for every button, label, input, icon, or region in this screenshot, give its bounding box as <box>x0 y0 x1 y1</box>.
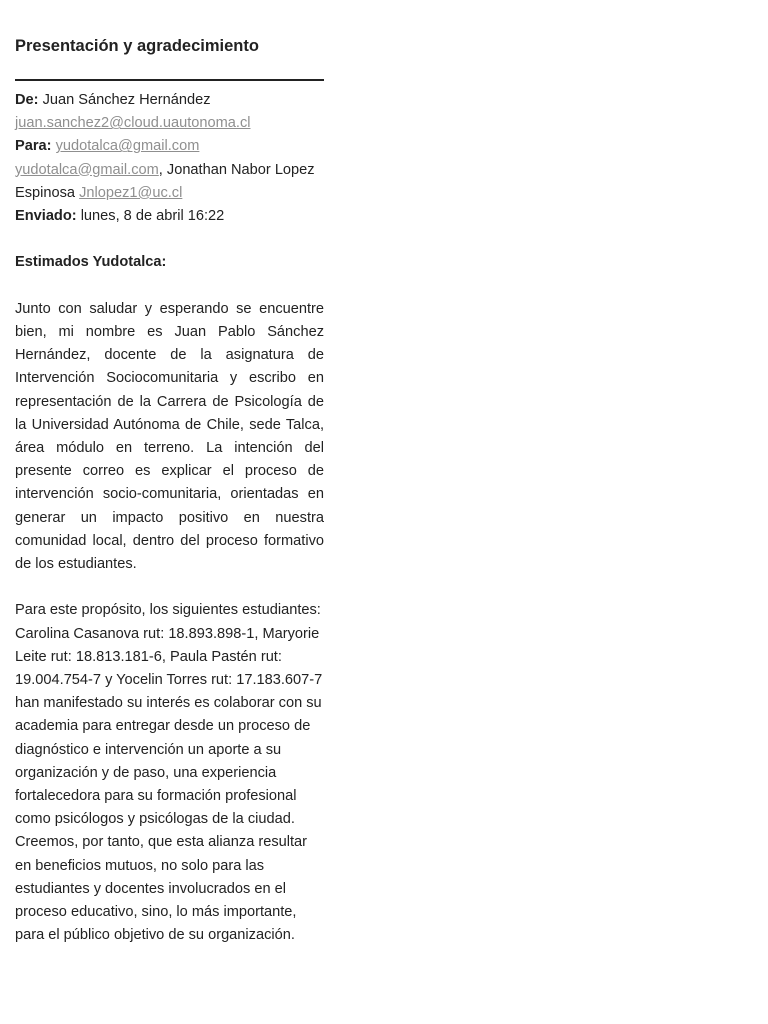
header-divider <box>15 79 324 81</box>
sent-line <box>15 205 324 228</box>
body-paragraph-2: Para este propósito, los siguientes estudiantes: Carolina Casanova rut: 18.893.898-1, Maryorie Leite rut: 18.813.181-6, Paula Pastén rut: 19.004.754-7 y Yocelin Torres rut: 17.183.607-7 han manifestado su interés es colaborar con su academia para entregar desde un proceso de diagnóstico e intervención un aporte a su organización y de paso, una experiencia fortalecedora para su formación profesional como psicólogos y psicólogas de la ciudad. Creemos, por tanto, que esta alianza resultar en beneficios mutuos, no solo para las estudiantes y docentes involucrados en el proceso educativo, sino, lo más importante, para el público objetivo de su organización. <box>15 602 323 944</box>
sent-date: lunes, 8 de abril 16:22 <box>80 208 225 225</box>
sent-label: Enviado: <box>15 208 77 225</box>
from-name: Juan Sánchez Hernández <box>42 92 211 108</box>
email-subject: Presentación y agradecimiento <box>15 37 259 55</box>
body-paragraph-1: Junto con saludar y esperando se encuentre bien, mi nombre es Juan Pablo Sánchez Hernández, docente de la asignatura de Intervención Sociocomunitaria y escribo en representación de la Carrera de Psicología de la Universidad Autónoma de Chile, sede Talca, área módulo en terreno. La intención del presente correo es explicar el proceso de intervención socio-comunitaria, orientadas en generar un impacto positivo en nuestra comunidad local, dentro del proceso formativo de los estudiantes. <box>15 300 324 573</box>
to-email-link-2[interactable]: yudotalca@gmail.com <box>15 161 159 178</box>
to-line <box>15 135 324 205</box>
greeting: Estimados Yudotalca: <box>15 254 167 271</box>
to-label: Para: <box>15 138 52 155</box>
from-label: De: <box>15 92 39 108</box>
from-line <box>15 89 324 135</box>
from-email-link[interactable]: juan.sanchez2@cloud.uautonoma.cl <box>15 115 251 132</box>
to-email-link-3[interactable]: Jnlopez1@uc.cl <box>79 184 183 201</box>
email-message <box>15 34 324 947</box>
to-recipient-name: , Jonathan Nabor Lopez Espinosa <box>15 161 315 201</box>
to-email-link-1[interactable]: yudotalca@gmail.com <box>55 138 200 155</box>
